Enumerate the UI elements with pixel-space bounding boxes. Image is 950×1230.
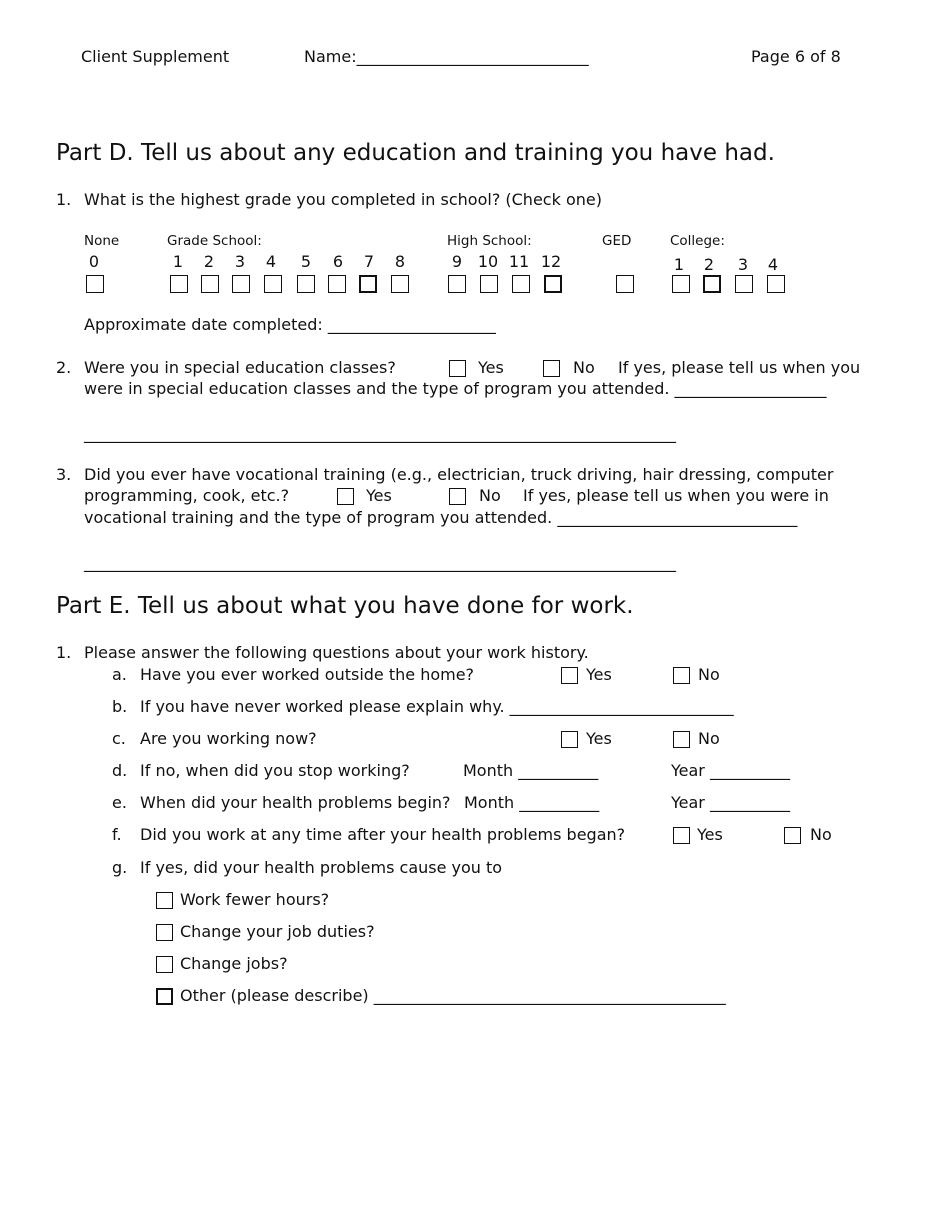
grade-group-high-school: High School:	[447, 233, 532, 249]
grade-label-4: 4	[265, 252, 277, 271]
item-a-no-checkbox[interactable]	[673, 667, 690, 684]
item-e-text: When did your health problems begin?	[140, 793, 451, 812]
form-name: Client Supplement	[81, 47, 230, 66]
g-option-checkbox-4[interactable]	[156, 988, 173, 1005]
item-f-no-checkbox[interactable]	[784, 827, 801, 844]
item-a-yes-checkbox[interactable]	[561, 667, 578, 684]
q1-text: What is the highest grade you completed in school? (Check one)	[84, 190, 602, 209]
grade-checkbox-11[interactable]	[512, 275, 530, 293]
item-c-yes-label: Yes	[586, 729, 612, 748]
g-option-checkbox-2[interactable]	[156, 924, 173, 941]
item-a-text: Have you ever worked outside the home?	[140, 665, 475, 684]
grade-checkbox-1[interactable]	[170, 275, 188, 293]
grade-label-0: 0	[88, 252, 100, 271]
item-c-no-label: No	[698, 729, 720, 748]
item-f-text: Did you work at any time after your health problems began?	[140, 825, 626, 844]
grade-checkbox-5[interactable]	[297, 275, 315, 293]
item-a-letter: a.	[112, 665, 127, 684]
grade-label-7: 7	[363, 252, 375, 271]
q2-text: Were you in special education classes?	[84, 358, 396, 377]
item-d-year-field[interactable]: Year __________	[671, 761, 790, 780]
q2-text-line2[interactable]: were in special education classes and the type of program you attended. ___________________	[84, 379, 827, 398]
college-label-2: 2	[703, 255, 715, 274]
grade-label-1: 1	[172, 252, 184, 271]
ged-checkbox[interactable]	[616, 275, 634, 293]
item-f-yes-checkbox[interactable]	[673, 827, 690, 844]
q2-answer-line[interactable]: __________________________________________________________________________	[84, 424, 676, 443]
grade-checkbox-7[interactable]	[359, 275, 377, 293]
item-c-no-checkbox[interactable]	[673, 731, 690, 748]
q3-no-label: No	[479, 486, 501, 505]
college-label-4: 4	[767, 255, 779, 274]
grade-label-5: 5	[300, 252, 312, 271]
g-option-checkbox-1[interactable]	[156, 892, 173, 909]
q3-answer-line[interactable]: __________________________________________________________________________	[84, 553, 676, 572]
item-e-letter: e.	[112, 793, 127, 812]
e-q1-text: Please answer the following questions about your work history.	[84, 643, 589, 662]
grade-checkbox-3[interactable]	[232, 275, 250, 293]
g-option-label-2: Change your job duties?	[180, 922, 375, 941]
q3-number: 3.	[56, 465, 72, 484]
item-d-month-field[interactable]: Month __________	[463, 761, 599, 780]
q3-text-line2a: programming, cook, etc.?	[84, 486, 290, 505]
grade-checkbox-9[interactable]	[448, 275, 466, 293]
college-checkbox-3[interactable]	[735, 275, 753, 293]
q3-text-line1: Did you ever have vocational training (e.g., electrician, truck driving, hair dressing, computer	[84, 465, 834, 484]
grade-label-10: 10	[477, 252, 499, 271]
q2-yes-label: Yes	[478, 358, 504, 377]
grade-checkbox-10[interactable]	[480, 275, 498, 293]
grade-checkbox-6[interactable]	[328, 275, 346, 293]
grade-label-3: 3	[234, 252, 246, 271]
grade-label-2: 2	[203, 252, 215, 271]
college-label-3: 3	[737, 255, 749, 274]
approx-date-field[interactable]: Approximate date completed: _____________________	[84, 315, 496, 334]
item-e-year-field[interactable]: Year __________	[671, 793, 790, 812]
item-f-yes-label: Yes	[697, 825, 723, 844]
grade-group-none: None	[84, 233, 120, 249]
item-d-letter: d.	[112, 761, 128, 780]
grade-checkbox-8[interactable]	[391, 275, 409, 293]
grade-label-11: 11	[508, 252, 530, 271]
item-d-text: If no, when did you stop working?	[140, 761, 410, 780]
item-f-no-label: No	[810, 825, 832, 844]
q1-number: 1.	[56, 190, 72, 209]
q3-text-line2b: If yes, please tell us when you were in	[523, 486, 829, 505]
grade-checkbox-2[interactable]	[201, 275, 219, 293]
grade-label-8: 8	[394, 252, 406, 271]
q2-number: 2.	[56, 358, 72, 377]
q3-yes-checkbox[interactable]	[337, 488, 354, 505]
q3-no-checkbox[interactable]	[449, 488, 466, 505]
college-label-1: 1	[673, 255, 685, 274]
item-a-yes-label: Yes	[586, 665, 612, 684]
item-b-letter: b.	[112, 697, 128, 716]
grade-group-grade-school: Grade School:	[167, 233, 262, 249]
part-e-title: Part E. Tell us about what you have done for work.	[56, 593, 634, 619]
q3-text-line3[interactable]: vocational training and the type of program you attended. ______________________________	[84, 508, 798, 527]
g-option-label-1: Work fewer hours?	[180, 890, 330, 909]
g-option-checkbox-3[interactable]	[156, 956, 173, 973]
college-checkbox-2[interactable]	[703, 275, 721, 293]
item-b-text[interactable]: If you have never worked please explain why. ____________________________	[140, 697, 734, 716]
q2-no-checkbox[interactable]	[543, 360, 560, 377]
college-checkbox-1[interactable]	[672, 275, 690, 293]
q3-yes-label: Yes	[366, 486, 392, 505]
g-option-label-3: Change jobs?	[180, 954, 288, 973]
item-a-no-label: No	[698, 665, 720, 684]
item-g-letter: g.	[112, 858, 128, 877]
part-d-title: Part D. Tell us about any education and training you have had.	[56, 140, 775, 166]
item-g-text: If yes, did your health problems cause you to	[140, 858, 503, 877]
q2-text-after: If yes, please tell us when you	[618, 358, 861, 377]
item-f-letter: f.	[112, 825, 122, 844]
q2-yes-checkbox[interactable]	[449, 360, 466, 377]
g-option-other-field[interactable]: Other (please describe) ____________________________________________	[180, 986, 726, 1005]
grade-checkbox-4[interactable]	[264, 275, 282, 293]
grade-group-college: College:	[670, 233, 725, 249]
item-c-yes-checkbox[interactable]	[561, 731, 578, 748]
e-q1-number: 1.	[56, 643, 72, 662]
college-checkbox-4[interactable]	[767, 275, 785, 293]
name-field[interactable]: Name:_____________________________	[304, 47, 589, 66]
q2-no-label: No	[573, 358, 595, 377]
grade-label-6: 6	[332, 252, 344, 271]
grade-checkbox-12[interactable]	[544, 275, 562, 293]
item-c-text: Are you working now?	[140, 729, 317, 748]
grade-label-9: 9	[451, 252, 463, 271]
grade-checkbox-0[interactable]	[86, 275, 104, 293]
grade-group-ged: GED	[602, 233, 632, 249]
item-c-letter: c.	[112, 729, 126, 748]
grade-label-12: 12	[540, 252, 562, 271]
page-number: Page 6 of 8	[751, 47, 841, 66]
item-e-month-field[interactable]: Month __________	[464, 793, 600, 812]
